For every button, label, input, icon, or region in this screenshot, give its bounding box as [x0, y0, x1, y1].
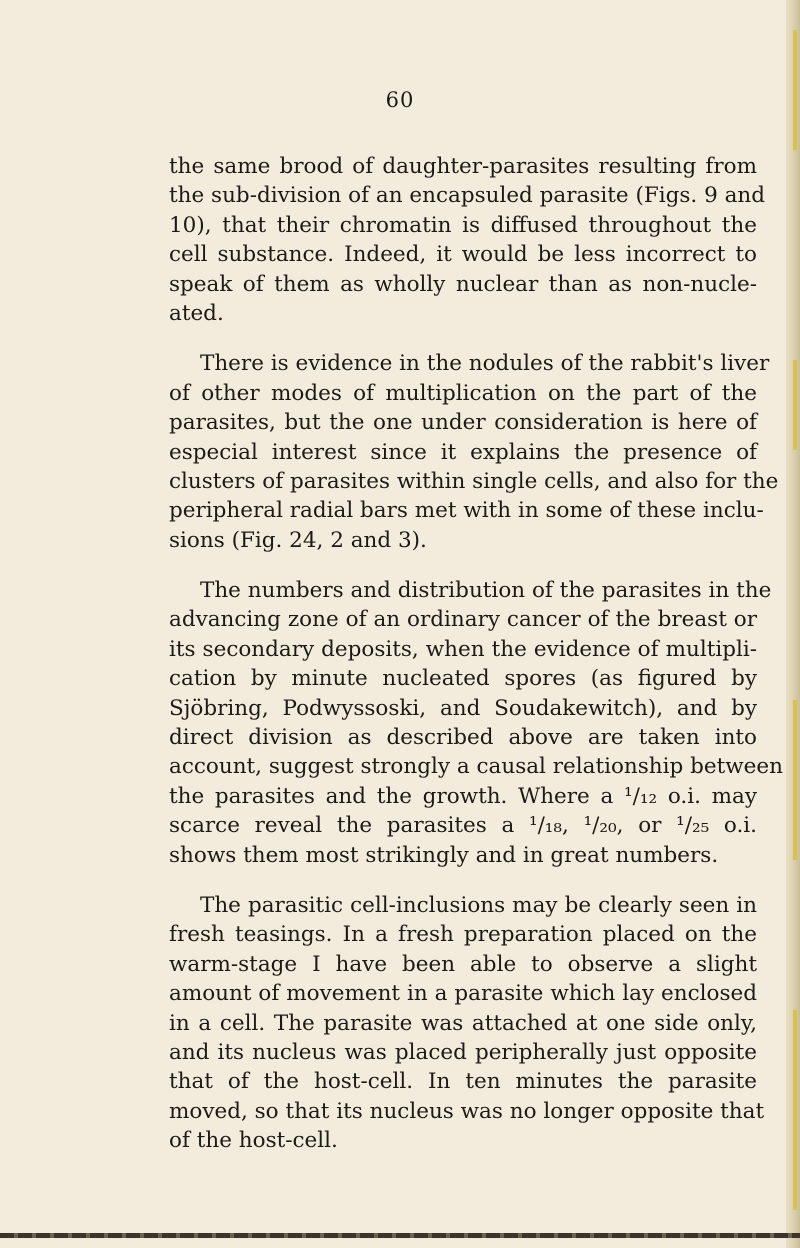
- text-line: parasites, but the one under consideration is here of: [169, 410, 757, 436]
- text-line: the sub-division of an encapsuled parasite (Figs. 9 and: [169, 183, 766, 209]
- page-edge: [786, 0, 800, 1248]
- text-line: speak of them as wholly nuclear than as non-nucle-: [169, 271, 757, 297]
- edge-stain: [793, 360, 797, 450]
- text-line: 10), that their chromatin is diffused throughout the: [169, 212, 757, 238]
- text-line: The parasitic cell-inclusions may be clearly seen in: [200, 892, 757, 918]
- text-line: moved, so that its nucleus was no longer opposite that: [169, 1098, 765, 1124]
- paragraph-4: [169, 891, 765, 1156]
- page-number: 60: [385, 88, 415, 112]
- text-line: of the host-cell.: [169, 1128, 338, 1154]
- paragraph-1: [169, 152, 766, 328]
- text-line: The numbers and distribution of the parasites in the: [200, 578, 772, 604]
- text-line: in a cell. The parasite was attached at one side only,: [169, 1010, 757, 1036]
- text-line: advancing zone of an ordinary cancer of the breast or: [169, 607, 757, 633]
- text-line: peripheral radial bars met with in some of these inclu-: [169, 498, 764, 524]
- text-line: account, suggest strongly a causal relationship between: [169, 754, 783, 780]
- text-line: the same brood of daughter-parasites resulting from: [169, 154, 757, 179]
- paragraph-3: [169, 576, 783, 870]
- text-line: ated.: [169, 300, 224, 326]
- text-line: sions (Fig. 24, 2 and 3).: [169, 527, 427, 553]
- bottom-edge-rule: [0, 1233, 800, 1238]
- edge-stain: [793, 700, 797, 860]
- edge-stain: [793, 1010, 797, 1210]
- text-line: its secondary deposits, when the evidence of multipli-: [169, 636, 757, 662]
- text-line: the parasites and the growth. Where a ¹/₁₂ o.i. may: [169, 783, 757, 809]
- text-line: direct division as described above are taken into: [169, 725, 757, 751]
- text-line: amount of movement in a parasite which lay enclosed: [169, 981, 757, 1007]
- body-text: [169, 152, 783, 1177]
- text-line: of other modes of multiplication on the part of the: [169, 380, 757, 406]
- text-line: cation by minute nucleated spores (as figured by: [169, 666, 757, 692]
- text-line: and its nucleus was placed peripherally just opposite: [169, 1039, 757, 1065]
- text-line: especial interest since it explains the presence of: [169, 439, 757, 465]
- paragraph-2: [169, 349, 779, 555]
- text-line: shows them most strikingly and in great numbers.: [169, 842, 719, 868]
- text-line: clusters of parasites within single cells, and also for the: [169, 468, 779, 494]
- text-line: scarce reveal the parasites a ¹/₁₈, ¹/₂₀, or ¹/₂₅ o.i.: [169, 813, 757, 839]
- text-line: cell substance. Indeed, it would be less incorrect to: [169, 242, 757, 268]
- text-line: fresh teasings. In a fresh preparation placed on the: [169, 922, 757, 948]
- text-line: Sjöbring, Podwyssoski, and Soudakewitch), and by: [169, 695, 757, 721]
- text-line: warm-stage I have been able to observe a slight: [169, 951, 757, 977]
- text-line: that of the host-cell. In ten minutes the parasite: [169, 1069, 757, 1095]
- text-line: There is evidence in the nodules of the rabbit's liver: [200, 351, 770, 377]
